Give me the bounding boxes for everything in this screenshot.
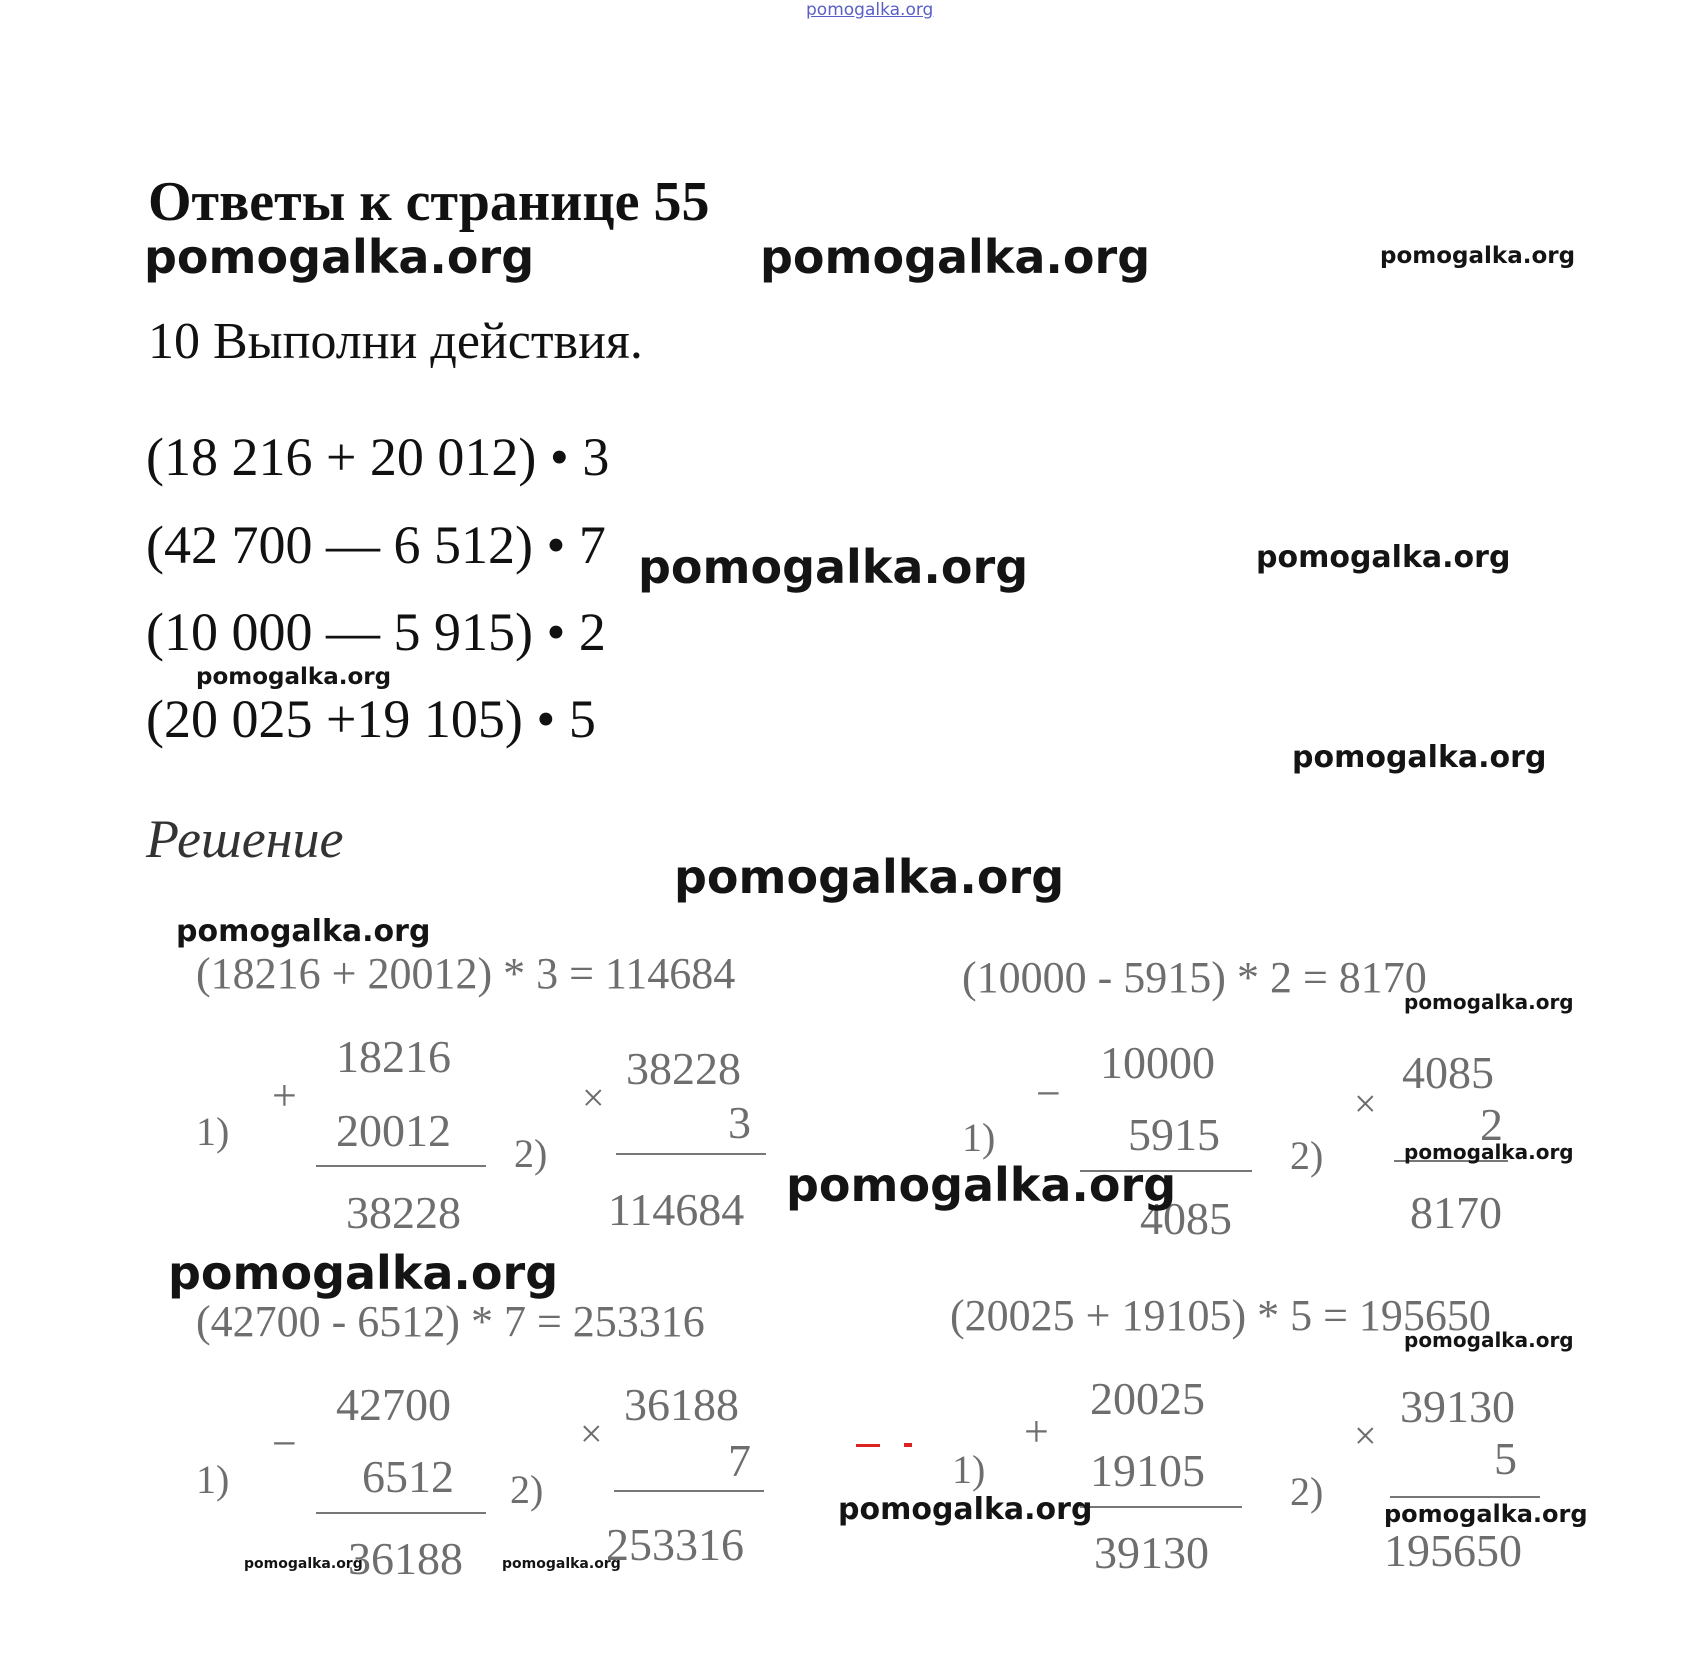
- red-mark: [904, 1443, 912, 1447]
- plus-sign: +: [272, 1071, 297, 1120]
- operand-a: 10000: [1100, 1037, 1215, 1088]
- operand-b: 5: [1494, 1433, 1517, 1484]
- page-title: Ответы к странице 55: [148, 171, 710, 233]
- top-watermark[interactable]: pomogalka.org: [806, 0, 934, 20]
- step-label: 2): [1290, 1469, 1324, 1514]
- operand-b: 3: [728, 1097, 751, 1148]
- result: 4085: [1140, 1193, 1232, 1244]
- step-label: 1): [952, 1447, 986, 1492]
- watermark: pomogalka.org: [838, 1492, 1093, 1527]
- operand-b: 5915: [1128, 1109, 1220, 1160]
- operand-a: 18216: [336, 1031, 451, 1082]
- step-label: 1): [196, 1109, 230, 1154]
- result: 253316: [606, 1519, 744, 1570]
- watermark: pomogalka.org: [1292, 740, 1547, 775]
- watermark: pomogalka.org: [244, 1556, 363, 1572]
- watermark: pomogalka.org: [1256, 540, 1511, 575]
- times-sign: ×: [580, 1411, 603, 1456]
- step-label: 2): [1290, 1133, 1324, 1178]
- watermark: pomogalka.org: [1404, 990, 1574, 1014]
- product-line: [1390, 1496, 1540, 1498]
- watermark: pomogalka.org: [1404, 1328, 1574, 1352]
- watermark: pomogalka.org: [760, 230, 1151, 284]
- operand-a: 39130: [1400, 1381, 1515, 1432]
- operand-b: 6512: [362, 1451, 454, 1502]
- red-mark: [856, 1444, 880, 1447]
- watermark: pomogalka.org: [144, 230, 535, 284]
- operand-a: 4085: [1402, 1047, 1494, 1098]
- operand-a: 38228: [626, 1043, 741, 1094]
- times-sign: ×: [1354, 1413, 1377, 1458]
- watermark: pomogalka.org: [176, 914, 431, 949]
- expression-1: (18 216 + 20 012) • 3: [146, 427, 610, 487]
- times-sign: ×: [582, 1075, 605, 1120]
- sum-line: [316, 1165, 486, 1167]
- equation-1: (18216 + 20012) * 3 = 114684: [196, 949, 736, 998]
- watermark: pomogalka.org: [502, 1556, 621, 1572]
- solution-label: Решение: [146, 809, 344, 869]
- difference-line: [316, 1512, 486, 1514]
- watermark: pomogalka.org: [1384, 1500, 1588, 1528]
- operand-b: 20012: [336, 1105, 451, 1156]
- watermark: pomogalka.org: [638, 540, 1029, 594]
- result: 38228: [346, 1187, 461, 1238]
- operand-b: 2: [1480, 1099, 1503, 1150]
- expression-4: (20 025 +19 105) • 5: [146, 689, 596, 749]
- step-label: 2): [510, 1467, 544, 1512]
- minus-sign: −: [1036, 1069, 1061, 1118]
- result: 195650: [1384, 1525, 1522, 1576]
- watermark: pomogalka.org: [674, 850, 1065, 904]
- times-sign: ×: [1354, 1081, 1377, 1126]
- watermark: pomogalka.org: [1380, 243, 1576, 269]
- task-heading: 10 Выполни действия.: [148, 313, 643, 370]
- result: 39130: [1094, 1527, 1209, 1578]
- operand-a: 36188: [624, 1379, 739, 1430]
- equation-2: (10000 - 5915) * 2 = 8170: [962, 953, 1427, 1002]
- watermark: pomogalka.org: [786, 1158, 1177, 1212]
- operand-a: 20025: [1090, 1373, 1205, 1424]
- product-line: [616, 1153, 766, 1155]
- watermark: pomogalka.org: [168, 1246, 559, 1300]
- result: 36188: [348, 1533, 463, 1584]
- minus-sign: −: [272, 1419, 297, 1468]
- step-label: 1): [196, 1457, 230, 1502]
- sum-line: [1080, 1506, 1242, 1508]
- step-label: 1): [962, 1115, 996, 1160]
- expression-2: (42 700 — 6 512) • 7: [146, 515, 606, 575]
- result: 114684: [608, 1184, 745, 1235]
- equation-3: (42700 - 6512) * 7 = 253316: [196, 1297, 705, 1346]
- equation-4: (20025 + 19105) * 5 = 195650: [950, 1291, 1491, 1340]
- operand-b: 19105: [1090, 1445, 1205, 1496]
- product-line: [614, 1490, 764, 1492]
- step-label: 2): [514, 1131, 548, 1176]
- expression-3: (10 000 — 5 915) • 2: [146, 602, 606, 662]
- plus-sign: +: [1024, 1407, 1049, 1456]
- operand-a: 42700: [336, 1379, 451, 1430]
- watermark: pomogalka.org: [1404, 1140, 1574, 1164]
- operand-b: 7: [728, 1435, 751, 1486]
- watermark: pomogalka.org: [196, 664, 392, 690]
- result: 8170: [1410, 1187, 1502, 1238]
